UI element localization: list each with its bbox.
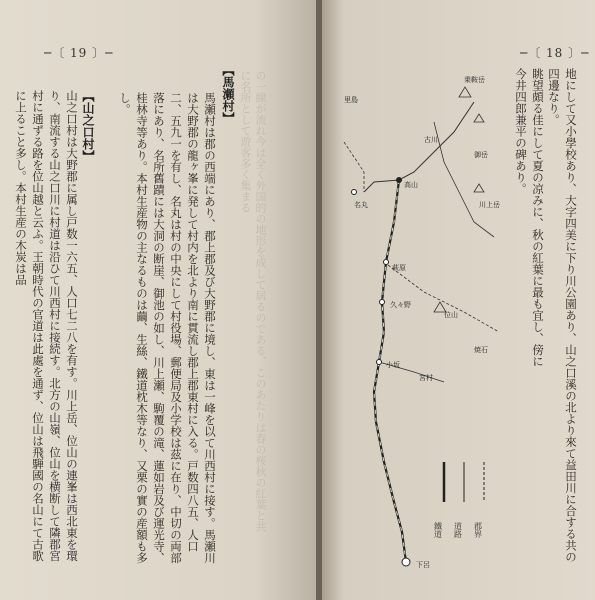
place-label: 宮村: [419, 374, 433, 382]
station-marker: [352, 190, 357, 195]
railway-line: [374, 180, 406, 562]
place-label: 御岳: [474, 151, 488, 159]
legend-label: 道路: [453, 522, 463, 538]
right-paragraph-1: 地にして又小學校あり、大字四美に下り川公園あり、山之口溪の北より來て益田川に合する共の四邊なり。: [547, 68, 578, 563]
station-marker: [402, 558, 410, 566]
right-paragraph-2: 眺望頗る佳にして夏の凉みに、秋の紅葉に最も宜し、傍に今井四郎兼平の碑あり。: [514, 68, 545, 367]
station-marker: [396, 177, 402, 183]
map-legend: [434, 462, 485, 539]
section-body-yamanokuchi: 山之口村は大野郡に属し戸数一六五、人口七二八を有す。川上岳、位山の連峯は西北東を環り、南流する山之口川に村道は沿ひて川西村に接続す。北方の山嶺、位山を横断して隣郡宮村に通ずる路を位山越と云ふ。王朝時代の官道は此處を通ず、位山は飛騨國の名山にて古歌に上ること多し。本村生産の木炭は品: [14, 90, 79, 562]
page-number-left: ─〔 19 〕─: [44, 46, 114, 60]
place-label: 川上岳: [479, 201, 500, 209]
section-body-mase: 馬瀬村は郡の西端にあり、郡上郡及び大野郡に境し、東は一峰を以て川西村に接す。馬瀬川は大野郡の龍ヶ峯に発して村内を北より南に貫流し郡上郡東村に入る。戸数四八五、人口二、五九一を有し、名丸は村の中央にして村役場、郵便局及小学校は茲に在り、中切の両部落にあり、名所舊蹟には大洞の断崖、御池の如し、川上瀬、駒覆の滝、蓮如岩及び運光寺、桂林寺等あり。本村生産物の主なるものは繭、生絲、鐵道枕木等なり、又栗の實の産額も多し。: [118, 92, 217, 564]
mountain-icon: [459, 87, 471, 97]
place-label: 萩原: [392, 264, 406, 272]
place-label: 久々野: [390, 301, 411, 309]
place-label: 位山: [444, 311, 458, 319]
section-heading-yamanokuchi: 【山之口村】: [81, 90, 95, 162]
road-line: [434, 122, 494, 237]
page-number-right: ─〔 18 〕─: [520, 46, 590, 60]
place-label: 下呂: [416, 561, 430, 569]
mountain-icon: [474, 184, 484, 192]
road-line: [364, 102, 474, 192]
place-label: 名丸: [354, 201, 368, 209]
place-label: 里島: [344, 96, 358, 104]
legend-label: 鐵道: [433, 522, 443, 538]
section-heading-mase: 【馬瀬村】: [221, 64, 235, 124]
mountain-icon: [474, 114, 484, 122]
station-marker: [380, 300, 385, 305]
station-marker: [377, 360, 382, 365]
route-map: [324, 62, 524, 582]
bleed-through-text: の一線が流れ今は全く外国的の地形を成して居るのである、このあたりは春の桜秋の紅葉と共に名所として遊客多く集まる: [239, 70, 267, 532]
place-label: 小坂: [386, 361, 400, 369]
place-label: 乗鞍岳: [464, 76, 485, 84]
place-label: 焼石: [474, 346, 488, 354]
station-marker: [384, 260, 389, 265]
boundary-line: [384, 262, 499, 332]
place-label: 古川: [424, 136, 438, 144]
place-label: 高山: [404, 181, 418, 189]
legend-label: 郡界: [473, 522, 483, 538]
